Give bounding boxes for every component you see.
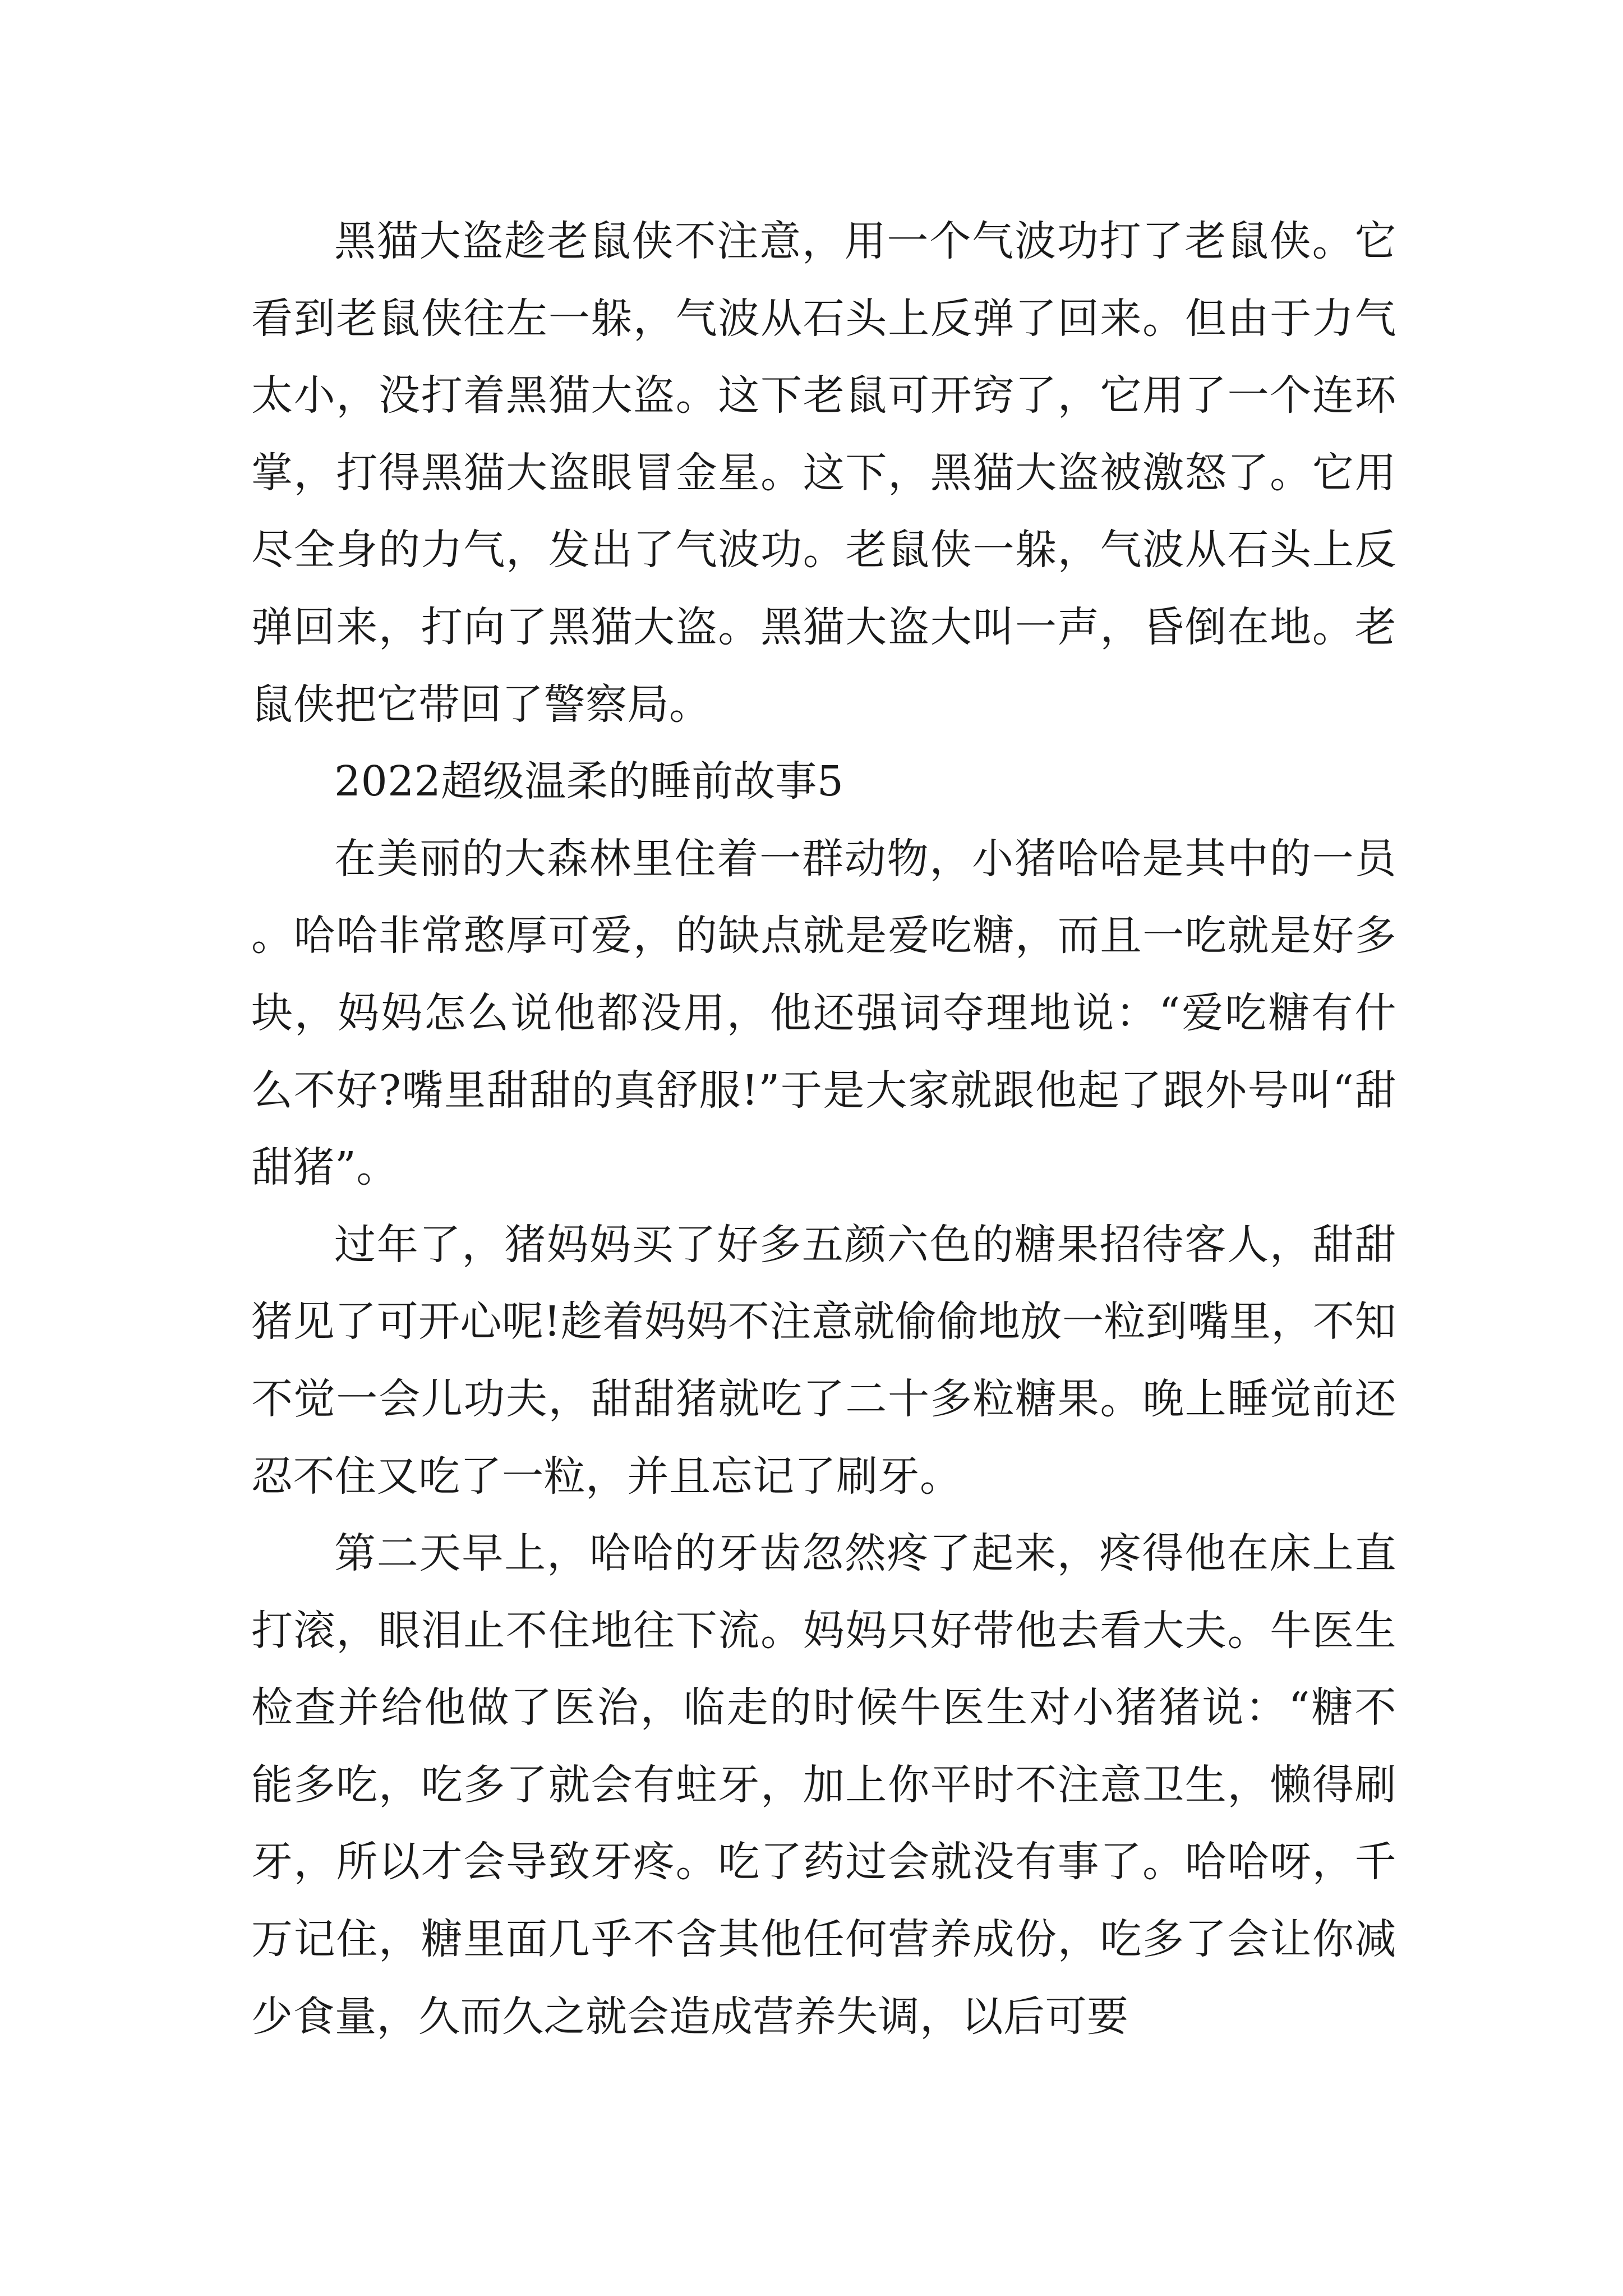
paragraph-story-intro: 在美丽的大森林里住着一群动物，小猪哈哈是其中的一员。哈哈非常憨厚可爱，的缺点就是爱吃糖，而且一吃就是好多块，妈妈怎么说他都没用，他还强词夺理地说：“爱吃糖有什么不好?嘴里甜甜的真舒服!”于是大家就跟他起了跟外号叫“甜甜猪”。 <box>251 834 1396 1192</box>
paragraph-story-ending: 黑猫大盗趁老鼠侠不注意，用一个气波功打了老鼠侠。它看到老鼠侠往左一躲，气波从石头上反弹了回来。但由于力气太小，没打着黑猫大盗。这下老鼠可开窍了，它用了一个连环掌，打得黑猫大盗眼冒金星。这下，黑猫大盗被激怒了。它用尽全身的力气，发出了气波功。老鼠侠一躲，气波从石头上反弹回来，打向了黑猫大盗。黑猫大盗大叫一声，昏倒在地。老鼠侠把它带回了警察局。 <box>251 217 1396 729</box>
document-body <box>251 203 1396 2055</box>
story-heading: 2022超级温柔的睡前故事5 <box>334 757 844 806</box>
paragraph-new-year: 过年了，猪妈妈买了好多五颜六色的糖果招待客人，甜甜猪见了可开心呢!趁着妈妈不注意就偷偷地放一粒到嘴里，不知不觉一会儿功夫，甜甜猪就吃了二十多粒糖果。晚上睡觉前还忍不住又吃了一粒，并且忘记了刷牙。 <box>251 1220 1396 1501</box>
paragraph-toothache: 第二天早上，哈哈的牙齿忽然疼了起来，疼得他在床上直打滚，眼泪止不住地往下流。妈妈只好带他去看大夫。牛医生检查并给他做了医治，临走的时候牛医生对小猪猪说：“糖不能多吃，吃多了就会有蛀牙，加上你平时不注意卫生，懒得刷牙，所以才会导致牙疼。吃了药过会就没有事了。哈哈呀，千万记住，糖里面几乎不含其他任何营养成份，吃多了会让你减少食量，久而久之就会造成营养失调，以后可要 <box>251 1529 1396 2041</box>
